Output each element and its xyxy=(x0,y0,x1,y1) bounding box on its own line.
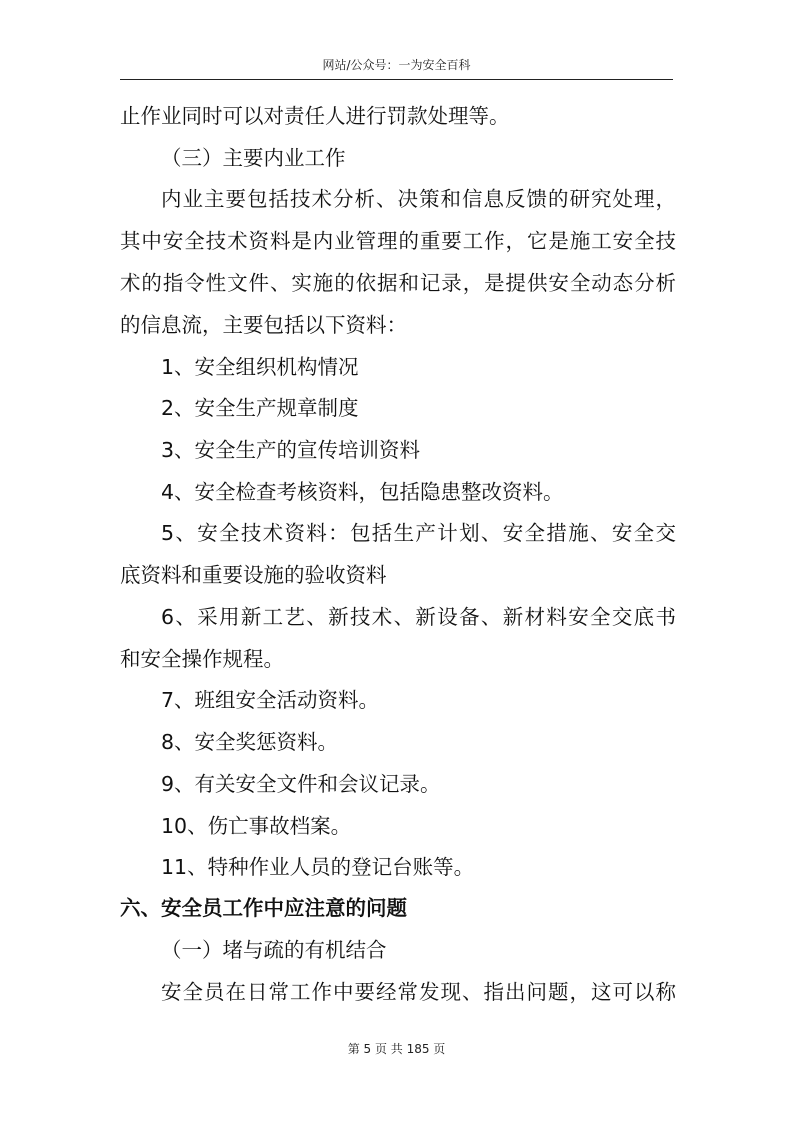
list-item: 11、特种作业人员的登记台账等。 xyxy=(161,855,475,879)
list-item: 5、安全技术资料：包括生产计划、安全措施、安全交 xyxy=(161,521,676,545)
list-item-continuation: 和安全操作规程。 xyxy=(120,647,284,671)
body-line: 的信息流，主要包括以下资料： xyxy=(120,313,407,337)
list-item: 9、有关安全文件和会议记录。 xyxy=(161,772,441,796)
chapter-heading: 六、安全员工作中应注意的问题 xyxy=(120,896,407,920)
page-footer xyxy=(0,1040,793,1058)
list-item: 1、安全组织机构情况 xyxy=(161,355,359,379)
list-item-continuation: 底资料和重要设施的验收资料 xyxy=(120,563,387,587)
list-item: 3、安全生产的宣传培训资料 xyxy=(161,438,421,462)
page-number: 第 5 页 共 185 页 xyxy=(347,1042,446,1056)
list-item: 10、伤亡事故档案。 xyxy=(161,814,352,838)
page-header xyxy=(120,55,673,80)
body-line: 内业主要包括技术分析、决策和信息反馈的研究处理， xyxy=(161,187,676,211)
body-line: 术的指令性文件、实施的依据和记录，是提供安全动态分析 xyxy=(120,271,676,295)
list-item: 7、班组安全活动资料。 xyxy=(161,688,380,712)
section-heading: （三）主要内业工作 xyxy=(161,146,346,170)
list-item: 8、安全奖惩资料。 xyxy=(161,730,339,754)
body-line: 止作业同时可以对责任人进行罚款处理等。 xyxy=(120,104,510,128)
section-heading: （一）堵与疏的有机结合 xyxy=(161,938,387,962)
list-item: 2、安全生产规章制度 xyxy=(161,396,359,420)
header-title: 网站/公众号：一为安全百科 xyxy=(322,58,471,72)
list-item: 4、安全检查考核资料，包括隐患整改资料。 xyxy=(161,480,564,504)
body-line: 安全员在日常工作中要经常发现、指出问题，这可以称 xyxy=(161,980,676,1004)
body-line: 其中安全技术资料是内业管理的重要工作，它是施工安全技 xyxy=(120,229,676,253)
list-item: 6、采用新工艺、新技术、新设备、新材料安全交底书 xyxy=(161,605,676,629)
